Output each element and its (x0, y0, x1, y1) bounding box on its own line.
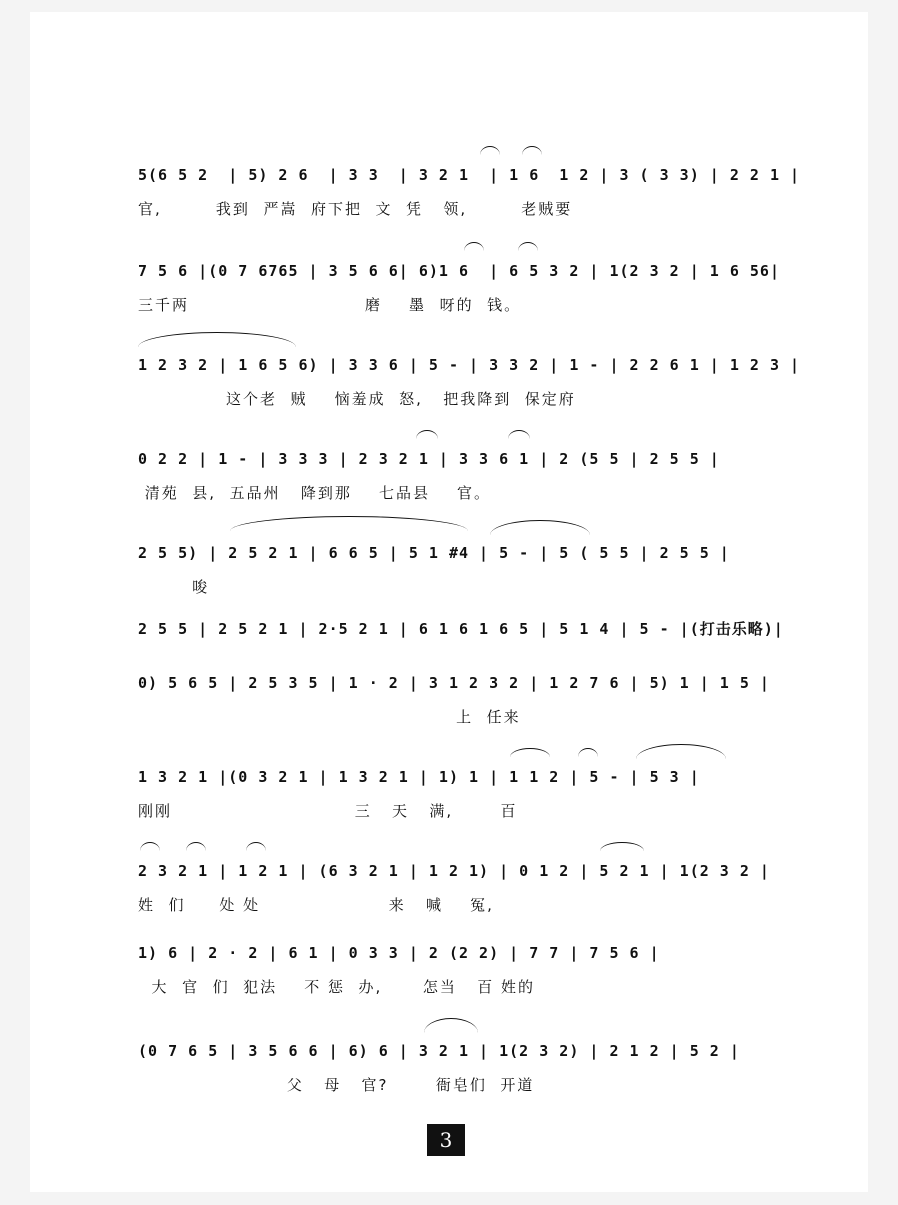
lyric-line: 父 母 官? 衙皂们 开道 (138, 1076, 535, 1094)
notation-line (138, 160, 801, 190)
notation-line (138, 762, 768, 792)
notation-line (138, 350, 801, 380)
notation-line (138, 538, 768, 568)
lyric-line: 唆 (138, 578, 210, 596)
lyric-line: 上 任来 (138, 708, 521, 726)
notation-line (138, 612, 784, 642)
lyric-line: 官, 我到 严嵩 府下把 文 凭 领, 老贼要 (138, 200, 573, 218)
lyric-line: 刚刚 三 天 满, 百 (138, 802, 518, 820)
notation-text: 5(6 5 2 | 5) 2 6 | 3 3 | 3 2 1 | 1 6 1 2 | 3 ( 3 3) | 2 2 1 | (138, 166, 801, 184)
notation-text: 2 3 2 1 | 1 2 1 | (6 3 2 1 | 1 2 1) | 0 1 2 | 5 2 1 | 1(2 3 2 | (138, 862, 770, 880)
notation-line (138, 668, 768, 698)
lyric-line: 清苑 县, 五品州 降到那 七品县 官。 (138, 484, 492, 502)
notation-text: 0 2 2 | 1 - | 3 3 3 | 2 3 2 1 | 3 3 6 1 | 2 (5 5 | 2 5 5 | (138, 450, 720, 468)
notation-text: 2 5 5) | 2 5 2 1 | 6 6 5 | 5 1 #4 | 5 - | 5 ( 5 5 | 2 5 5 | (138, 544, 730, 562)
notation-text: 1 2 3 2 | 1 6 5 6) | 3 3 6 | 5 - | 3 3 2 | 1 - | 2 2 6 1 | 1 2 3 | (138, 356, 801, 374)
lyric-line: 这个老 贼 恼羞成 怒, 把我降到 保定府 (138, 390, 576, 408)
notation-line (138, 1036, 768, 1066)
page-number: 3 (427, 1124, 465, 1156)
notation-line (138, 256, 780, 286)
lyric-line: 三千两 磨 墨 呀的 钱。 (138, 296, 522, 314)
notation-text: 1) 6 | 2 · 2 | 6 1 | 0 3 3 | 2 (2 2) | 7 7 | 7 5 6 | (138, 944, 660, 962)
notation-text: 2 5 5 | 2 5 2 1 | 2·5 2 1 | 6 1 6 1 6 5 | 5 1 4 | 5 - |(打击乐略)| (138, 620, 784, 638)
lyric-line: 姓 们 处 处 来 喊 冤, (138, 896, 494, 914)
lyric-line: 大 官 们 犯法 不 惩 办, 怎当 百 姓的 (138, 978, 535, 996)
notation-text: (0 7 6 5 | 3 5 6 6 | 6) 6 | 3 2 1 | 1(2 3 2) | 2 1 2 | 5 2 | (138, 1042, 740, 1060)
notation-text: 7 5 6 |(0 7 6765 | 3 5 6 6| 6)1 6 | 6 5 3 2 | 1(2 3 2 | 1 6 56| (138, 262, 780, 280)
notation-line (138, 856, 768, 886)
notation-text: 1 3 2 1 |(0 3 2 1 | 1 3 2 1 | 1) 1 | 1 1 2 | 5 - | 5 3 | (138, 768, 700, 786)
notation-text: 0) 5 6 5 | 2 5 3 5 | 1 · 2 | 3 1 2 3 2 | 1 2 7 6 | 5) 1 | 1 5 | (138, 674, 770, 692)
notation-line (138, 938, 768, 968)
notation-line (138, 444, 768, 474)
